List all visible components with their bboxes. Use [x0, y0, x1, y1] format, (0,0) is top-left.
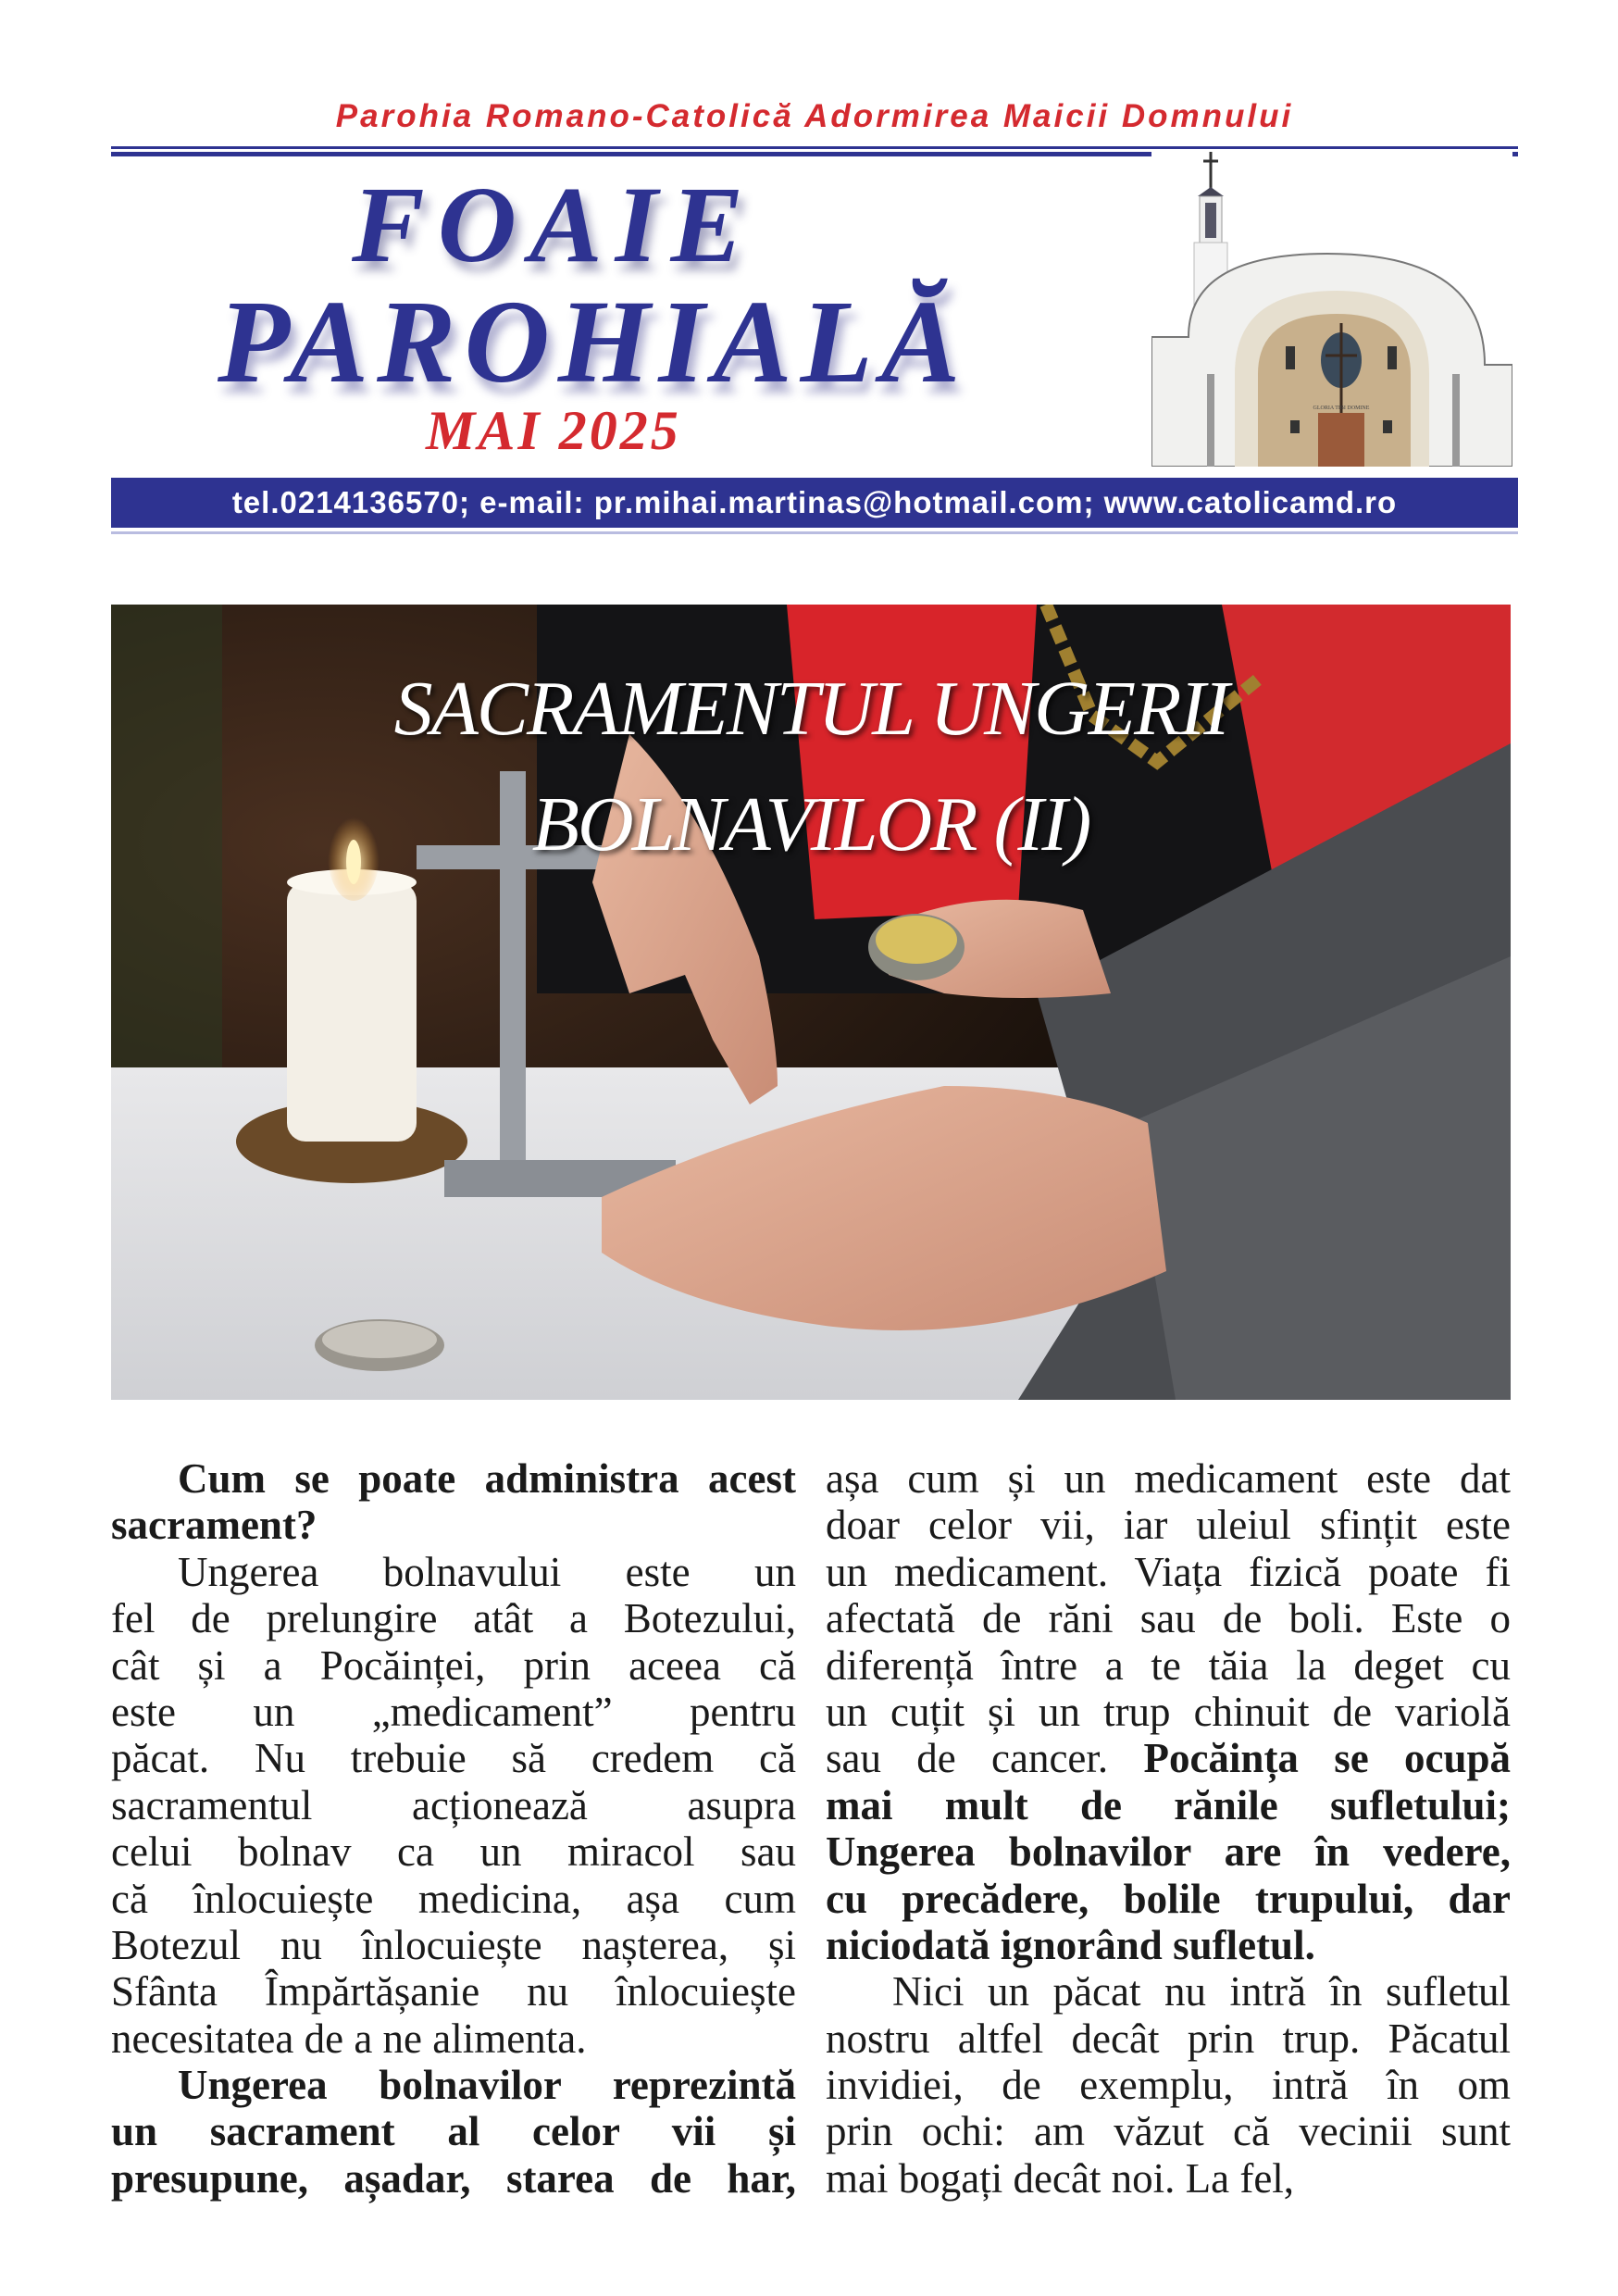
- article-line: [826, 1549, 1511, 1595]
- article-line: [111, 1595, 796, 1641]
- body-text: mai bogați decât noi. La fel,: [826, 2154, 1295, 2202]
- body-text: așa cum și un medicament este dat: [826, 1455, 1511, 1502]
- article-line: [826, 1689, 1511, 1735]
- article-line: [111, 1689, 796, 1735]
- body-text: necesitatea de a ne alimenta.: [111, 2015, 587, 2062]
- body-text: sau de cancer.: [826, 1735, 1144, 1782]
- contact-bar: tel.0214136570; e-mail: pr.mihai.martinas@hotmail.com; www.catolicamd.ro: [111, 478, 1518, 528]
- article-line: [111, 1735, 796, 1781]
- body-text: Sfânta Împărtășanie nu înlocuiește: [111, 1968, 796, 2015]
- article-line: [111, 1455, 796, 1502]
- article-line: [826, 2155, 1511, 2202]
- body-text: doar celor vii, iar uleiul sfințit este: [826, 1502, 1511, 1549]
- article-line: [111, 2108, 796, 2154]
- feature-title-line1: SACRAMENTUL UNGERII: [393, 666, 1228, 752]
- bold-text: niciodată ignorând sufletul.: [826, 1921, 1315, 1968]
- article-line: [826, 1595, 1511, 1641]
- body-text: celui bolnav ca un miracol sau: [111, 1828, 796, 1876]
- article-line: [111, 1828, 796, 1875]
- body-text: un cuțit și un trup chinuit de variolă: [826, 1688, 1511, 1735]
- article-line: [826, 1922, 1511, 1968]
- bold-text: sacrament?: [111, 1502, 317, 1549]
- article-line: [111, 1549, 796, 1595]
- article-line: [111, 2062, 796, 2108]
- body-text: Nici un păcat nu intră în sufletul: [892, 1968, 1511, 2015]
- bold-text: Cum se poate administra acest: [178, 1455, 796, 1502]
- bold-text: mai mult de rănile sufletului;: [826, 1781, 1511, 1828]
- article-line: [826, 1642, 1511, 1689]
- body-text: invidiei, de exemplu, intră în om: [826, 2062, 1511, 2109]
- body-text: cât și a Pocăinței, prin aceea că: [111, 1641, 796, 1689]
- body-text: afectată de răni sau de boli. Este o: [826, 1595, 1511, 1642]
- article-line: [826, 1876, 1511, 1922]
- article-line: [111, 1502, 796, 1548]
- body-text: Botezul nu înlocuiește nașterea, și: [111, 1921, 796, 1968]
- article-line: [826, 1502, 1511, 1548]
- body-text: nostru altfel decât prin trup. Păcatul: [826, 2015, 1511, 2062]
- article-column-left: [111, 1455, 796, 2202]
- feature-photo: [111, 605, 1511, 1400]
- church-inscription: GLORIA TIBI DOMINE: [1313, 406, 1370, 411]
- body-text: sacramentul acționează asupra: [111, 1781, 796, 1828]
- article-line: [111, 1642, 796, 1689]
- feature-title: [111, 651, 1511, 882]
- article-column-right: [826, 1455, 1511, 2202]
- body-text: diferență între a te tăia la deget cu: [826, 1641, 1511, 1689]
- body-text: că înlocuiește medicina, așa cum: [111, 1875, 796, 1922]
- bold-text: Ungerea bolnavilor reprezintă: [178, 2062, 796, 2109]
- article-line: [111, 1876, 796, 1922]
- header-rule-thin: [111, 146, 1518, 149]
- parish-name: Parohia Romano-Catolică Adormirea Maicii Domnului: [335, 98, 1294, 134]
- issue-date: MAI 2025: [426, 400, 681, 461]
- bold-text: presupune, așadar, starea de har,: [111, 2154, 796, 2202]
- body-text: Ungerea bolnavului este un: [178, 1548, 796, 1595]
- body-text: este un „medicament” pentru: [111, 1688, 796, 1735]
- church-photo: [1151, 152, 1512, 467]
- article-line: [111, 1968, 796, 2015]
- article-line: [826, 1455, 1511, 1502]
- article-line: [111, 1922, 796, 1968]
- article-line: [826, 1968, 1511, 2015]
- body-text: fel de prelungire atât a Botezului,: [111, 1595, 796, 1642]
- masthead-title-line1: FOAIE: [352, 164, 757, 285]
- bold-text: cu precădere, bolile trupului, dar: [826, 1875, 1511, 1922]
- contact-bar-underline: [111, 531, 1518, 534]
- body-text: păcat. Nu trebuie să credem că: [111, 1735, 796, 1782]
- bold-text: un sacrament al celor vii și: [111, 2108, 796, 2155]
- masthead-title-line2: PAROHIALĂ: [218, 276, 969, 407]
- body-text: prin ochi: am văzut că vecinii sunt: [826, 2108, 1511, 2155]
- article-line: [111, 2155, 796, 2202]
- article-line: [826, 1735, 1511, 1781]
- article-line: [826, 1782, 1511, 1828]
- bold-text: Pocăința se ocupă: [1143, 1735, 1511, 1782]
- article-line: [826, 2015, 1511, 2062]
- article-line: [826, 2108, 1511, 2154]
- body-text: un medicament. Viața fizică poate fi: [826, 1548, 1511, 1595]
- article-line: [826, 1828, 1511, 1875]
- article-line: [111, 1782, 796, 1828]
- article-line: [826, 2062, 1511, 2108]
- feature-title-line2: BOLNAVILOR (II): [531, 781, 1090, 867]
- article-line: [111, 2015, 796, 2062]
- bold-text: Ungerea bolnavilor are în vedere,: [826, 1828, 1511, 1876]
